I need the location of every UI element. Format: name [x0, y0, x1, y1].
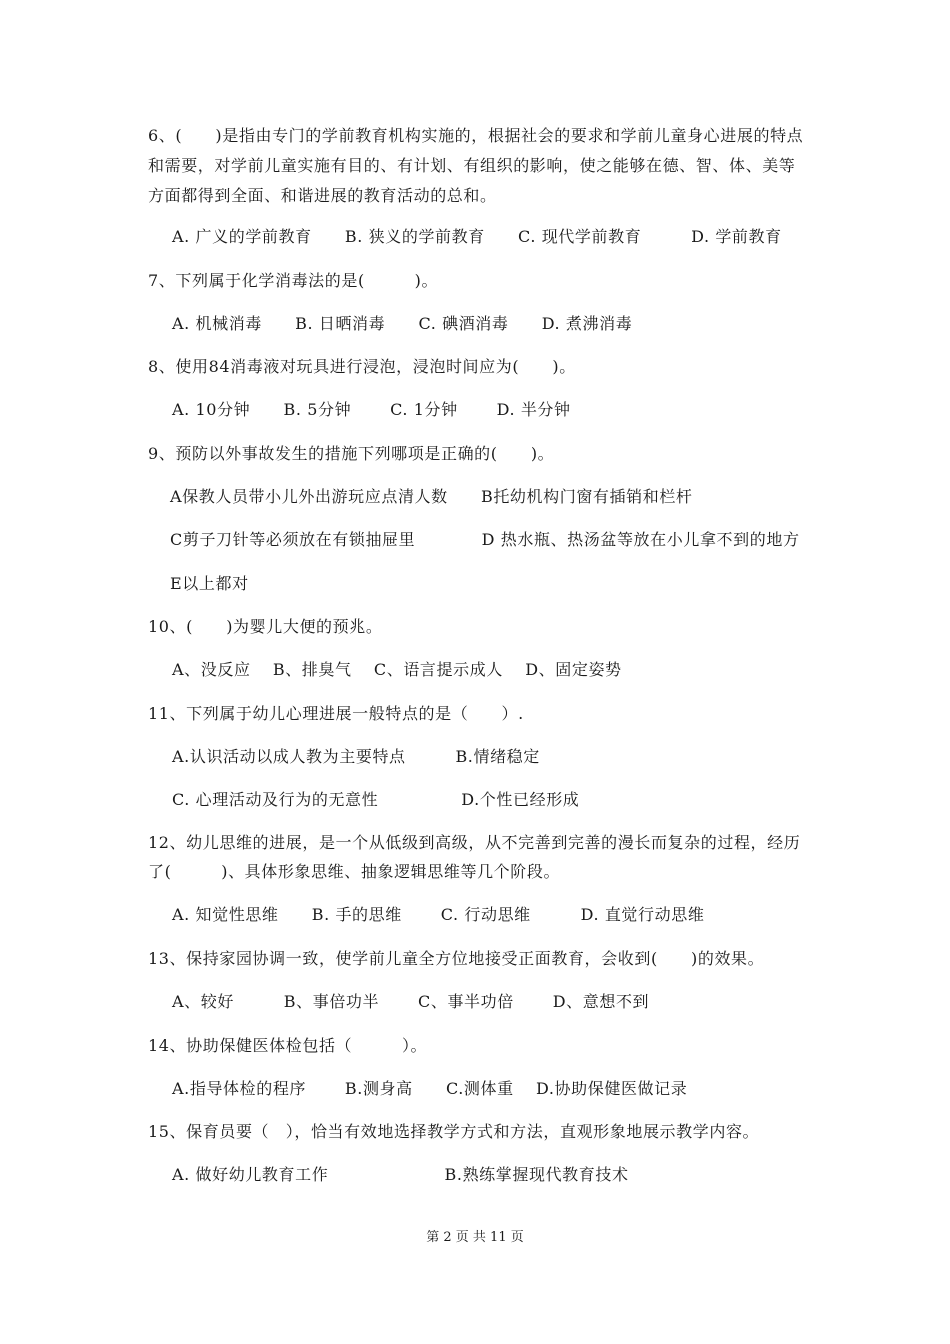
page-number-footer: 第 2 页 共 11 页	[426, 1230, 524, 1245]
question-6-line-3: 方面都得到全面、和谐进展的教育活动的总和。	[148, 186, 497, 205]
question-6-options: A. 广义的学前教育 B. 狭义的学前教育 C. 现代学前教育 D. 学前教育	[172, 227, 782, 246]
question-11-option-ab: A.认识活动以成人教为主要特点 B.情绪稳定	[172, 747, 540, 766]
question-12-line-1: 12、幼儿思维的进展，是一个从低级到高级，从不完善到完善的漫长而复杂的过程，经历	[148, 833, 801, 852]
question-9-option-ab: A保教人员带小儿外出游玩应点清人数 B托幼机构门窗有插销和栏杆	[170, 487, 693, 506]
question-6-line-1: 6、( )是指由专门的学前教育机构实施的，根据社会的要求和学前儿童身心进展的特点	[148, 126, 804, 145]
question-6-line-2: 和需要，对学前儿童实施有目的、有计划、有组织的影响，使之能够在德、智、体、美等	[148, 156, 796, 175]
question-15-options: A. 做好幼儿教育工作 B.熟练掌握现代教育技术	[172, 1165, 629, 1184]
question-14-text: 14、协助保健医体检包括（ ）。	[148, 1036, 428, 1055]
question-11-option-cd: C. 心理活动及行为的无意性 D.个性已经形成	[172, 790, 580, 809]
question-13-options: A、较好 B、事倍功半 C、事半功倍 D、意想不到	[172, 992, 650, 1011]
question-13-text: 13、保持家园协调一致，使学前儿童全方位地接受正面教育，会收到( )的效果。	[148, 949, 765, 968]
question-10-text: 10、( )为婴儿大便的预兆。	[148, 617, 383, 636]
question-10-options: A、没反应 B、排臭气 C、语言提示成人 D、固定姿势	[172, 660, 622, 679]
question-7-options: A. 机械消毒 B. 日晒消毒 C. 碘酒消毒 D. 煮沸消毒	[172, 314, 633, 333]
question-8-options: A. 10分钟 B. 5分钟 C. 1分钟 D. 半分钟	[172, 400, 571, 419]
question-12-line-2: 了( )、具体形象思维、抽象逻辑思维等几个阶段。	[148, 862, 561, 881]
question-12-options: A. 知觉性思维 B. 手的思维 C. 行动思维 D. 直觉行动思维	[172, 905, 705, 924]
question-11-text: 11、下列属于幼儿心理进展一般特点的是（ ）.	[148, 704, 524, 723]
question-9-text: 9、预防以外事故发生的措施下列哪项是正确的( )。	[148, 444, 555, 463]
question-9-option-e: E以上都对	[170, 574, 249, 593]
question-7-text: 7、下列属于化学消毒法的是( )。	[148, 271, 439, 290]
question-14-options: A.指导体检的程序 B.测身高 C.测体重 D.协助保健医做记录	[172, 1079, 688, 1098]
question-9-option-cd: C剪子刀针等必须放在有锁抽屉里 D 热水瓶、热汤盆等放在小儿拿不到的地方	[170, 530, 800, 549]
question-8-text: 8、使用84消毒液对玩具进行浸泡，浸泡时间应为( )。	[148, 357, 576, 376]
question-15-text: 15、保育员要（ ），恰当有效地选择教学方式和方法，直观形象地展示教学内容。	[148, 1122, 760, 1141]
